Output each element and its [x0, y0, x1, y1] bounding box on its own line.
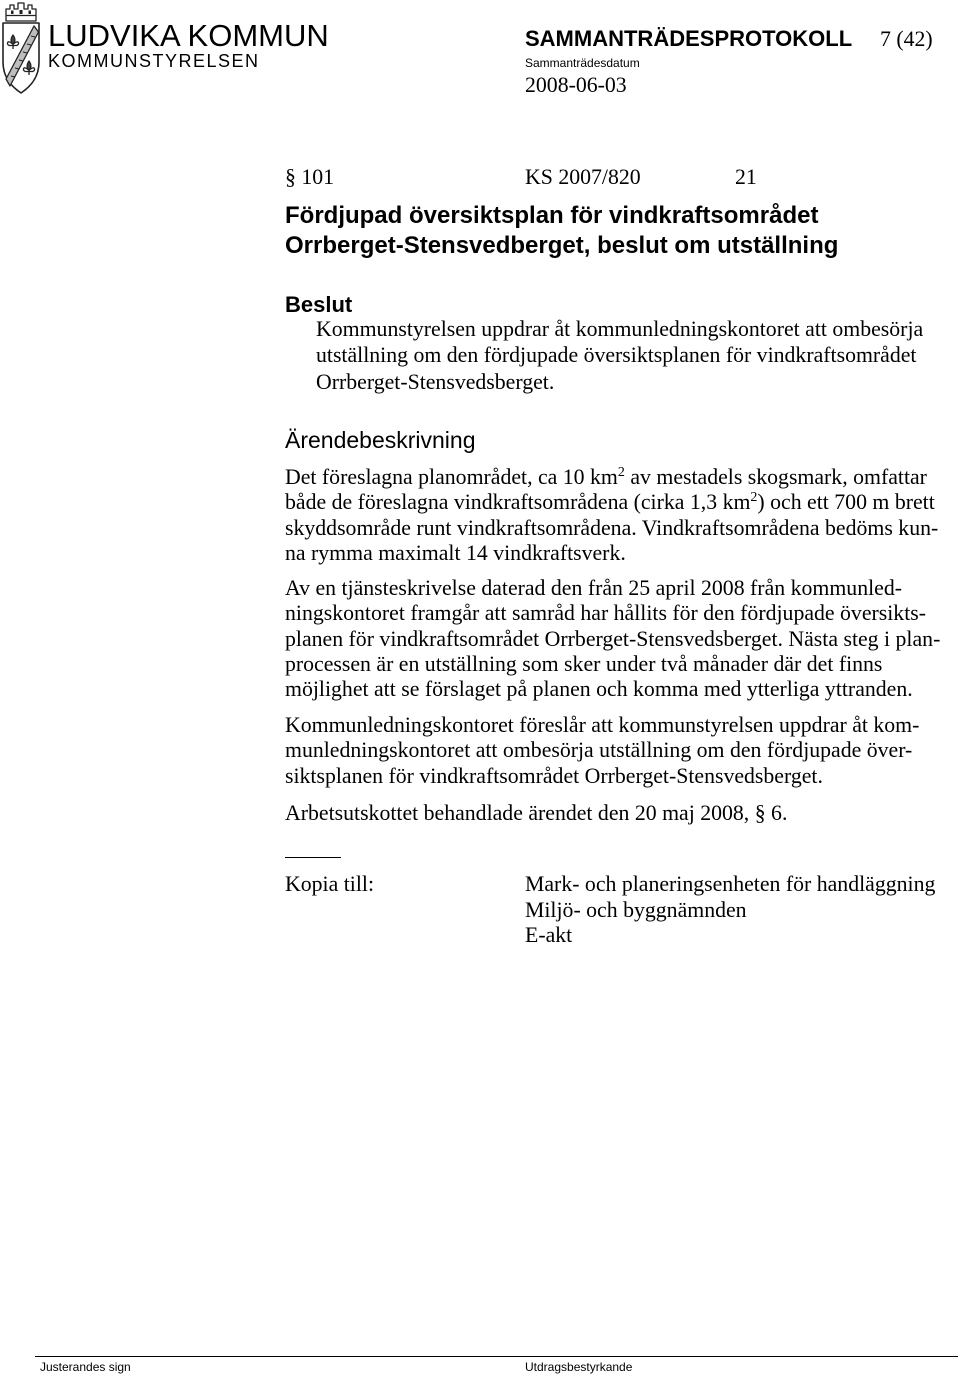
- copy-to-recipients: [525, 872, 935, 949]
- recipient: E-akt: [525, 923, 573, 947]
- coat-of-arms-icon: [0, 0, 42, 96]
- page-number: 7 (42): [880, 27, 933, 51]
- decision-heading: Beslut: [285, 292, 353, 317]
- footer-divider: [35, 1356, 958, 1357]
- description-heading: Ärendebeskrivning: [285, 427, 476, 453]
- item-title: [285, 201, 838, 261]
- extract-certification-label: Utdragsbestyrkande: [525, 1360, 633, 1374]
- description-paragraph: [285, 576, 940, 702]
- text-segment: ) och ett 700 m brett: [757, 490, 935, 515]
- signature-label: Justerandes sign: [40, 1360, 131, 1374]
- text-line: Kommunstyrelsen uppdrar åt kommunledningskontoret att ombesörja: [316, 317, 924, 341]
- divider: [285, 857, 341, 858]
- text-line: möjlighet att se förslaget på planen och komma med ytterliga yttranden.: [285, 677, 913, 702]
- text-line: na rymma maximalt 14 vindkraftsverk.: [285, 540, 626, 565]
- text-line: utställning om den fördjupade översiktsplanen för vindkraftsområdet: [316, 343, 917, 368]
- text-line: processen är en utställning som sker under två månader där det finns: [285, 651, 883, 676]
- meeting-date-label: Sammanträdesdatum: [525, 56, 640, 70]
- superscript: 2: [617, 465, 625, 480]
- board-name: KOMMUNSTYRELSEN: [48, 51, 260, 71]
- text-line: [285, 465, 938, 490]
- superscript: 2: [750, 490, 758, 506]
- text-segment: Det föreslagna planområdet, ca 10 km: [285, 465, 618, 489]
- item-title-line: Fördjupad översiktsplan för vindkraftsområdet: [285, 202, 819, 229]
- text-line: [285, 490, 938, 515]
- text-segment: av mestadels skogsmark, omfattar: [624, 465, 927, 489]
- text-line: Arbetsutskottet behandlade ärendet den 20 maj 2008, § 6.: [285, 801, 788, 825]
- document-type: SAMMANTRÄDESPROTOKOLL: [525, 26, 853, 51]
- meeting-date: 2008-06-03: [525, 73, 627, 97]
- text-line: skyddsområde runt vindkraftsområdena. Vindkraftsområdena bedöms kun-: [285, 515, 939, 540]
- description-paragraph: [285, 713, 919, 789]
- municipality-name: LUDVIKA KOMMUN: [48, 18, 329, 53]
- text-line: siktsplanen för vindkraftsområdet Orrberget-Stensvedsberget.: [285, 763, 823, 788]
- description-paragraph: [285, 465, 938, 566]
- item-title-line: Orrberget-Stensvedberget, beslut om utställning: [285, 232, 839, 259]
- case-number: KS 2007/820: [525, 165, 641, 189]
- item-code: 21: [735, 165, 757, 189]
- text-line: Kommunledningskontoret föreslår att kommunstyrelsen uppdrar åt kom-: [285, 713, 920, 737]
- copy-to-label: Kopia till:: [285, 872, 374, 896]
- decision-text: [316, 316, 923, 395]
- description-paragraph: [285, 801, 787, 826]
- recipient: Miljö- och byggnämnden: [525, 897, 747, 922]
- paragraph-number: § 101: [285, 165, 335, 189]
- recipient: Mark- och planeringsenheten för handläggning: [525, 872, 936, 896]
- text-line: Av en tjänsteskrivelse daterad den från 25 april 2008 från kommunled-: [285, 576, 902, 600]
- text-line: planen för vindkraftsområdet Orrberget-Stensvedsberget. Nästa steg i plan-: [285, 626, 941, 651]
- text-line: Orrberget-Stensvedsberget.: [316, 369, 555, 394]
- text-segment: både de föreslagna vindkraftsområdena (cirka 1,3 km: [285, 490, 751, 515]
- text-line: ningskontoret framgår att samråd har hållits för den fördjupade översikts-: [285, 601, 926, 626]
- text-line: munledningskontoret att ombesörja utställning om den fördjupade över-: [285, 738, 913, 763]
